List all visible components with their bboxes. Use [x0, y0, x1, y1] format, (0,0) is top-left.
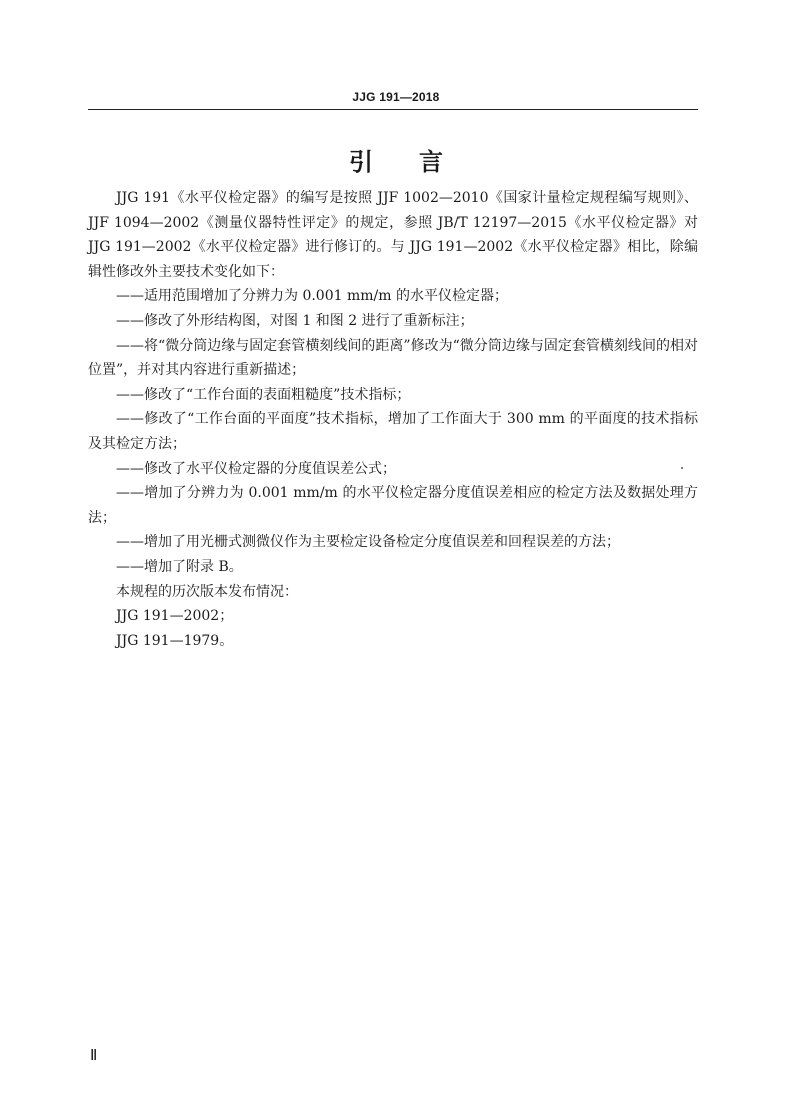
version-history-item: JJG 191—1979。 — [116, 632, 234, 649]
change-item-appendix-b: ——增加了附录 B。 — [116, 558, 243, 575]
change-item-micrometer-position: ——将“微分筒边缘与固定套管横刻线间的距离”修改为“微分筒边缘与固定套管横刻线间的相对位置”，并对其内容进行重新描述； — [88, 337, 698, 379]
change-item-flatness: ——修改了“工作台面的平面度”技术指标，增加了工作面大于 300 mm 的平面度的技术指标及其检定方法； — [88, 411, 698, 452]
page-number: Ⅱ — [90, 1048, 98, 1064]
scan-speck — [681, 467, 683, 469]
body-text — [88, 186, 698, 653]
change-item-verification-method: ——增加了分辨力为 0.001 mm/m 的水平仪检定器分度值误差相应的检定方法及数据处理方法； — [88, 485, 698, 526]
change-item-scope: ——适用范围增加了分辨力为 0.001 mm/m 的水平仪检定器； — [116, 288, 508, 305]
change-item-error-formula: ——修改了水平仪检定器的分度值误差公式； — [116, 460, 396, 477]
intro-paragraph: JJG 191《水平仪检定器》的编写是按照 JJF 1002—2010《国家计量检定规程编写规则》、JJF 1094—2002《测量仪器特性评定》的规定，参照 JB/T 12197—2015《水平仪检定器》对 JJG 191—2002《水平仪检定器》进行修订的。与 JJG 191—2002《水平仪检定器》相比，除编辑性修改外主要技术变化如下： — [88, 190, 698, 280]
change-item-grating-micrometer: ——增加了用光栅式测微仪作为主要检定设备检定分度值误差和回程误差的方法； — [116, 534, 620, 551]
version-history-item: JJG 191—2002； — [116, 608, 234, 625]
version-history-heading: 本规程的历次版本发布情况： — [116, 583, 298, 600]
header-rule — [88, 109, 698, 110]
page-title: 引言 — [349, 148, 489, 176]
change-item-structure-figure: ——修改了外形结构图，对图 1 和图 2 进行了重新标注； — [116, 312, 474, 329]
standard-code-header: JJG 191—2018 — [352, 90, 440, 104]
change-item-surface-roughness: ——修改了“工作台面的表面粗糙度”技术指标； — [116, 386, 411, 403]
